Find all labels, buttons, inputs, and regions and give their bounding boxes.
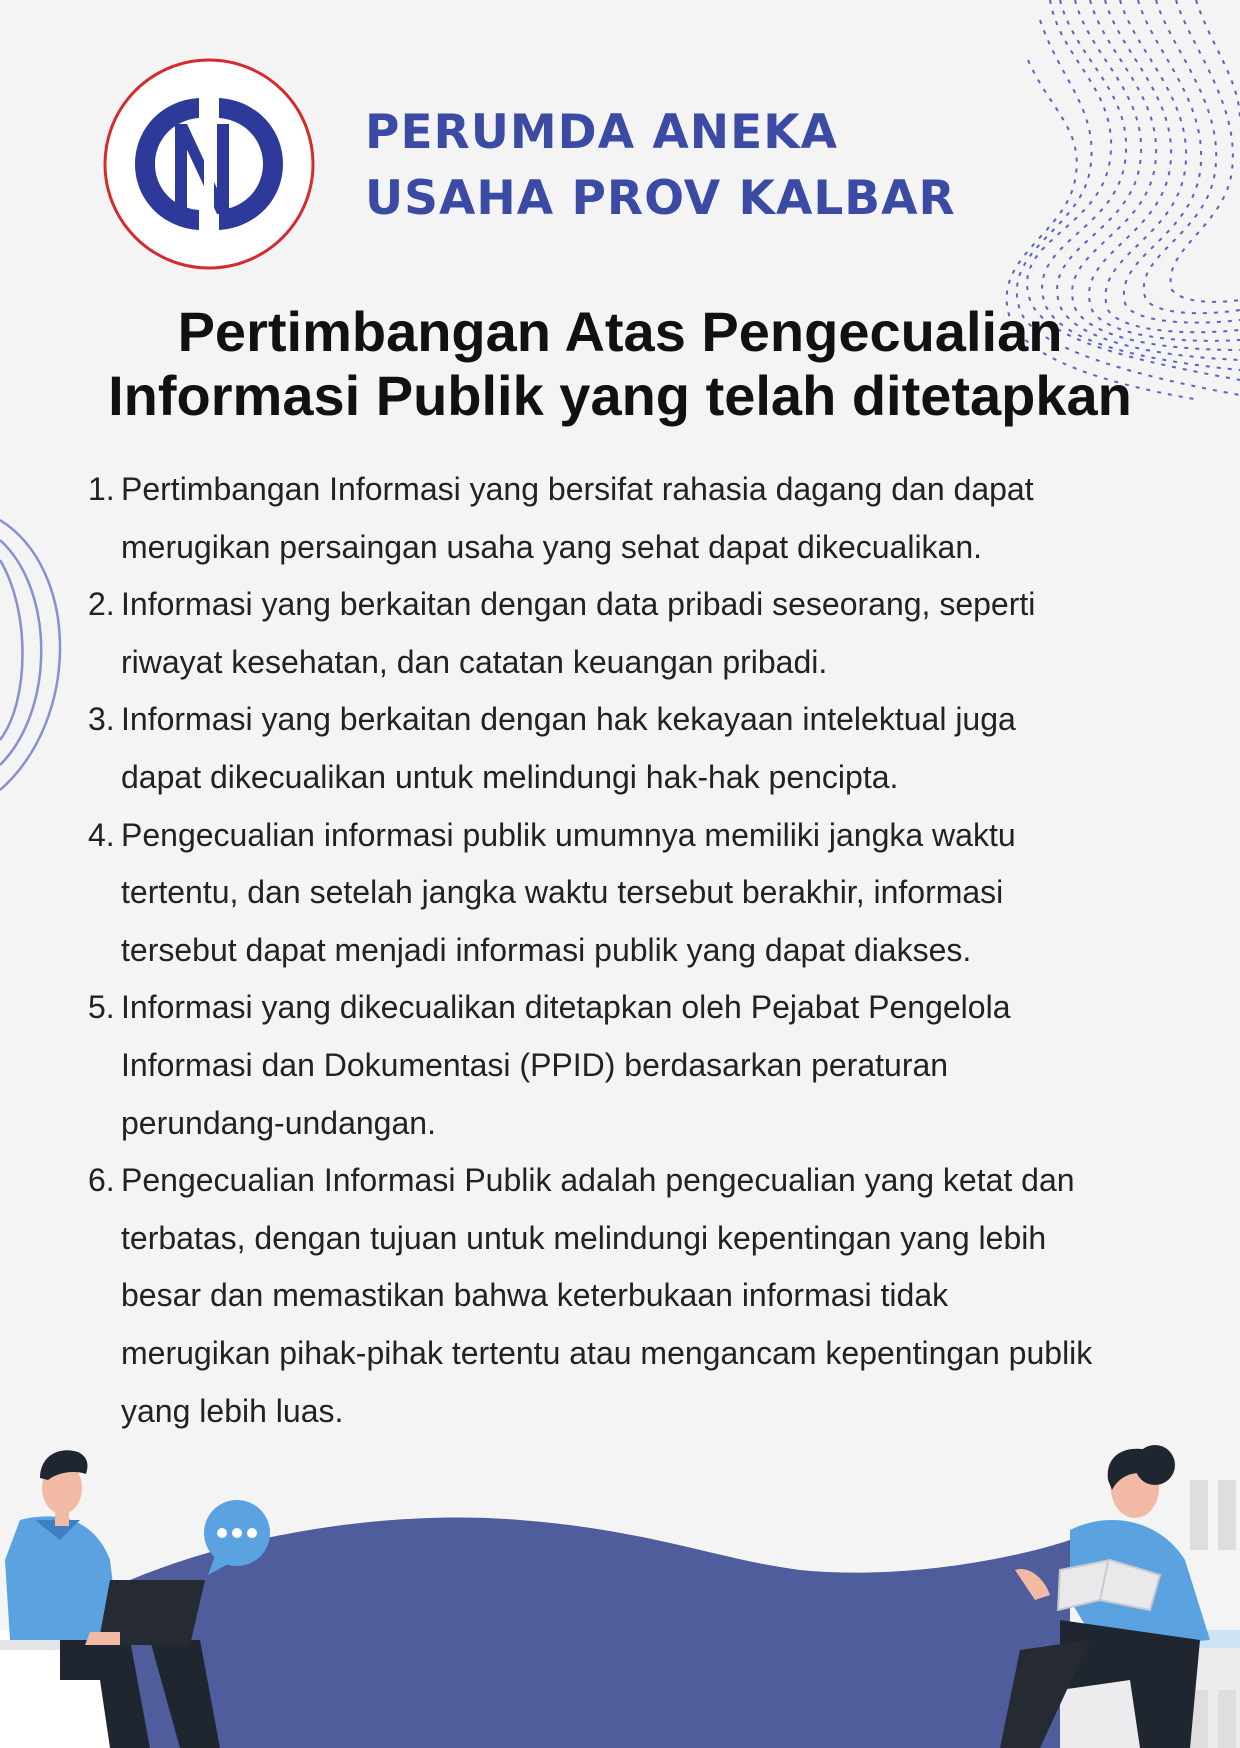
list-item-number: 6. [88, 1162, 115, 1199]
list-item-text-line: terbatas, dengan tujuan untuk melindungi kepentingan yang lebih [121, 1219, 1047, 1256]
list-item-text-line: merugikan pihak-pihak tertentu atau mengancam kepentingan publik [121, 1334, 1093, 1371]
list-item-number: 2. [88, 586, 115, 623]
list-item-text-line: merugikan persaingan usaha yang sehat dapat dikecualikan. [121, 528, 983, 565]
list-item-number: 3. [88, 701, 115, 738]
list-item-text-line: Pengecualian informasi publik umumnya memiliki jangka waktu [121, 816, 1016, 853]
list-item-text-line: yang lebih luas. [121, 1392, 344, 1429]
brand-name [365, 100, 956, 232]
bottom-wave [120, 1518, 1070, 1748]
page-title-line1: Pertimbangan Atas Pengecualian [177, 300, 1063, 363]
list-item-text-line: Informasi dan Dokumentasi (PPID) berdasarkan peraturan [121, 1046, 949, 1083]
list-item [88, 461, 1198, 576]
list-item-text-line: Informasi yang dikecualikan ditetapkan oleh Pejabat Pengelola [121, 989, 1011, 1026]
list-item-text-line: Informasi yang berkaitan dengan hak kekayaan intelektual juga [121, 701, 1016, 738]
list-item-text-line: Informasi yang berkaitan dengan data pribadi seseorang, seperti [121, 586, 1036, 623]
list-item [88, 807, 1198, 980]
list-item-text-line: riwayat kesehatan, dan catatan keuangan pribadi. [121, 643, 828, 680]
considerations-list [88, 461, 1198, 1440]
list-item [88, 979, 1198, 1152]
woman-reading-book-illustration [1000, 1445, 1210, 1748]
bookshelf-decoration [1190, 1480, 1236, 1748]
list-item-number: 5. [88, 989, 115, 1026]
page-title [40, 300, 1200, 428]
list-item [88, 1152, 1198, 1440]
list-item-text-line: dapat dikecualikan untuk melindungi hak-hak pencipta. [121, 758, 899, 795]
brand-name-line2: USAHA PROV KALBAR [365, 171, 956, 226]
left-arc-lines [0, 520, 60, 790]
chat-bubble-icon [204, 1500, 270, 1575]
page-title-line2: Informasi Publik yang telah ditetapkan [108, 364, 1132, 427]
brand-name-line1: PERUMDA ANEKA [365, 105, 839, 160]
list-item-text-line: besar dan memastikan bahwa keterbukaan informasi tidak [121, 1277, 949, 1314]
list-item [88, 576, 1198, 691]
company-logo-icon [103, 58, 315, 270]
list-item-text-line: perundang-undangan. [121, 1104, 436, 1141]
company-logo [103, 58, 315, 270]
man-with-laptop-illustration [0, 1450, 220, 1748]
list-item-text-line: Pengecualian Informasi Publik adalah pengecualian yang ketat dan [121, 1162, 1075, 1199]
list-item-text-line: tertentu, dan setelah jangka waktu tersebut berakhir, informasi [121, 874, 1004, 911]
list-item-text-line: tersebut dapat menjadi informasi publik yang dapat diakses. [121, 931, 972, 968]
list-item [88, 691, 1198, 806]
list-item-number: 4. [88, 816, 115, 853]
list-item-text-line: Pertimbangan Informasi yang bersifat rahasia dagang dan dapat [121, 471, 1034, 507]
list-item-number: 1. [88, 471, 115, 507]
